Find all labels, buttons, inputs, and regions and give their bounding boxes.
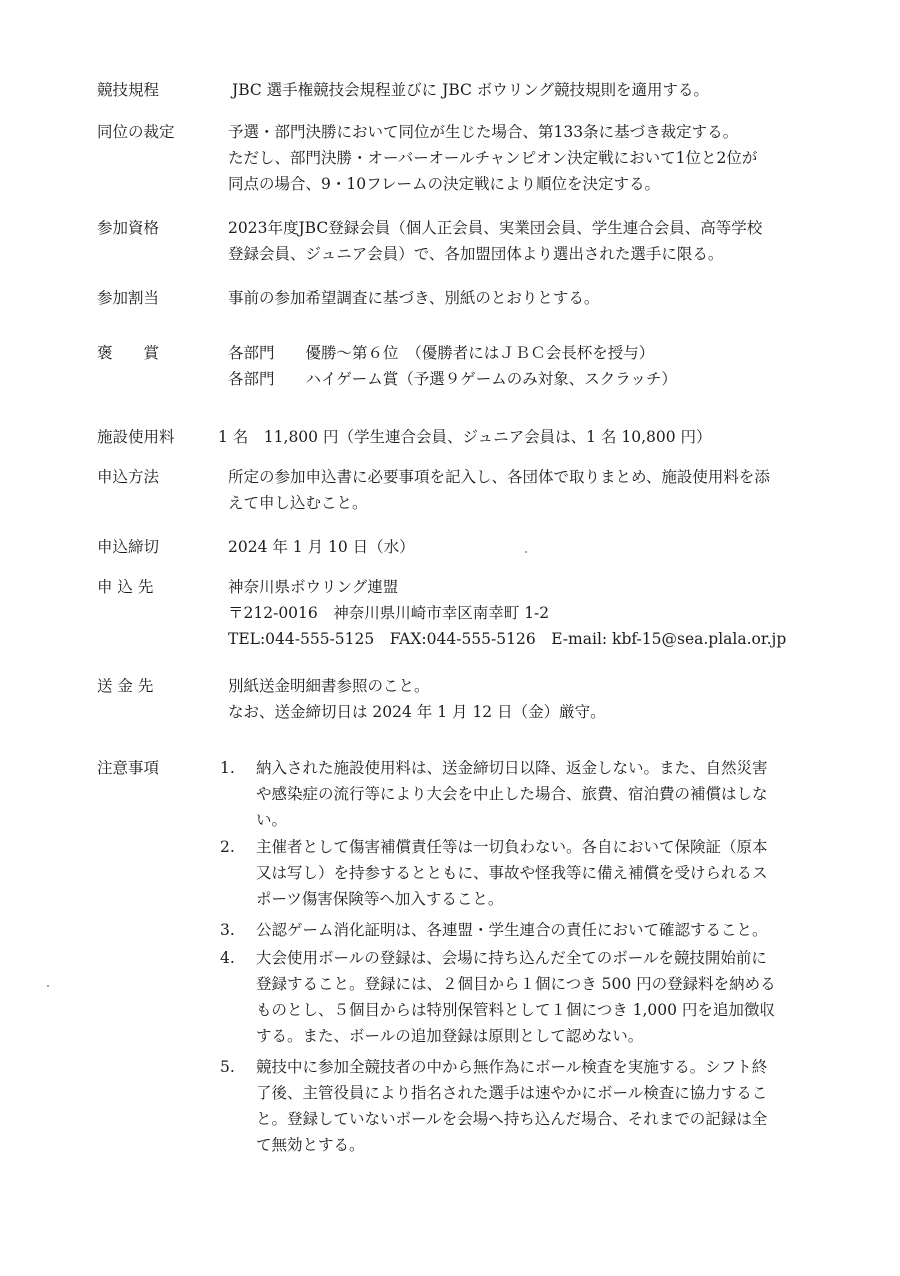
section-body-awards xyxy=(228,340,677,392)
text-line: 主催者として傷害補償責任等は一切負わない。各自において保険証（原本 xyxy=(256,838,768,856)
text-line: 競技中に参加全競技者の中から無作為にボール検査を実施する。シフト終 xyxy=(256,1058,768,1076)
text-line: 各部門 ハイゲーム賞（予選９ゲームのみ対象、スクラッチ） xyxy=(228,370,677,388)
text-line: えて申し込むこと。 xyxy=(228,494,368,512)
text-line: ものとし、５個目からは特別保管料として１個につき 1,000 円を追加徴収 xyxy=(256,1001,775,1019)
section-body-rules xyxy=(232,77,709,103)
section-label-deadline: 申込締切 xyxy=(97,538,160,556)
text-line: 登録会員、ジュニア会員）で、各加盟団体より選出された選手に限る。 xyxy=(228,245,724,263)
section-label-eligibility: 参加資格 xyxy=(97,219,160,237)
text-line: 2023年度JBC登録会員（個人正会員、実業団会員、学生連合会員、高等学校 xyxy=(228,219,763,237)
section-label-notes: 注意事項 xyxy=(97,759,160,777)
text-line: 事前の参加希望調査に基づき、別紙のとおりとする。 xyxy=(228,289,600,307)
text-line: 納入された施設使用料は、送金締切日以降、返金しない。また、自然災害 xyxy=(256,759,768,777)
note-number: 3. xyxy=(220,921,235,939)
section-label-remittance: 送 金 先 xyxy=(97,677,154,695)
note-item-2 xyxy=(256,834,768,912)
note-item-3 xyxy=(256,917,768,943)
text-line: する。また、ボールの追加登録は原則として認めない。 xyxy=(256,1027,644,1045)
text-line: なお、送金締切日は 2024 年 1 月 12 日（金）厳守。 xyxy=(228,703,606,721)
section-body-application-method xyxy=(228,464,770,516)
note-number: 1. xyxy=(220,759,235,777)
scan-speck xyxy=(47,985,49,987)
text-line: 又は写し）を持参するとともに、事故や怪我等に備え補償を受けられるス xyxy=(256,864,768,882)
note-number: 4. xyxy=(220,949,235,967)
text-line: と。登録していないボールを会場へ持ち込んだ場合、それまでの記録は全 xyxy=(256,1110,768,1128)
section-label-awards: 褒 賞 xyxy=(97,344,160,362)
text-line: て無効とする。 xyxy=(256,1136,365,1154)
text-line: 了後、主管役員により指名された選手は速やかにボール検査に協力するこ xyxy=(256,1084,768,1102)
section-label-rules: 競技規程 xyxy=(97,81,160,99)
note-number: 2. xyxy=(220,838,235,856)
text-line: い。 xyxy=(256,811,288,829)
note-item-5 xyxy=(256,1054,767,1158)
scan-speck xyxy=(525,551,527,553)
section-body-deadline xyxy=(228,534,415,560)
section-body-facility-fee xyxy=(218,424,712,450)
text-line: 公認ゲーム消化証明は、各連盟・学生連合の責任において確認すること。 xyxy=(256,921,768,939)
note-number: 5. xyxy=(220,1058,235,1076)
section-body-application-address xyxy=(228,574,786,652)
section-label-allocation: 参加割当 xyxy=(97,289,160,307)
text-line: 同点の場合、9・10フレームの決定戦により順位を決定する。 xyxy=(228,175,660,193)
text-line: ポーツ傷害保険等へ加入すること。 xyxy=(256,890,504,908)
text-line: 神奈川県ボウリング連盟 xyxy=(228,578,399,596)
text-line: JBC 選手権競技会規程並びに JBC ボウリング競技規則を適用する。 xyxy=(232,81,709,99)
text-line: 登録すること。登録には、２個目から１個につき 500 円の登録料を納める xyxy=(256,975,776,993)
text-line: 1 名 11,800 円（学生連合会員、ジュニア会員は、1 名 10,800 円） xyxy=(218,428,712,446)
section-body-eligibility xyxy=(228,215,762,267)
text-line: 別紙送金明細書参照のこと。 xyxy=(228,677,430,695)
section-body-tie-ruling xyxy=(228,119,757,197)
section-label-facility-fee: 施設使用料 xyxy=(97,428,175,446)
text-line: 予選・部門決勝において同位が生じた場合、第133条に基づき裁定する。 xyxy=(228,123,739,141)
text-line: 〒212-0016 神奈川県川崎市幸区南幸町 1-2 xyxy=(228,604,550,622)
text-line: TEL:044-555-5125 FAX:044-555-5126 E-mail: kbf-15@sea.plala.or.jp xyxy=(228,630,787,648)
note-item-1 xyxy=(256,755,768,833)
section-label-tie-ruling: 同位の裁定 xyxy=(97,123,175,141)
section-body-allocation xyxy=(228,285,599,311)
text-line: や感染症の流行等により大会を中止した場合、旅費、宿泊費の補償はしな xyxy=(256,785,768,803)
text-line: 所定の参加申込書に必要事項を記入し、各団体で取りまとめ、施設使用料を添 xyxy=(228,468,770,486)
text-line: 大会使用ボールの登録は、会場に持ち込んだ全てのボールを競技開始前に xyxy=(256,949,767,967)
note-item-4 xyxy=(256,945,776,1049)
text-line: 2024 年 1 月 10 日（水） xyxy=(228,538,415,556)
section-body-remittance xyxy=(228,673,606,725)
section-label-application-address: 申 込 先 xyxy=(97,578,154,596)
text-line: 各部門 優勝～第６位 （優勝者にはＪＢＣ会長杯を授与） xyxy=(228,344,655,362)
text-line: ただし、部門決勝・オーバーオールチャンピオン決定戦において1位と2位が xyxy=(228,149,758,167)
section-label-application-method: 申込方法 xyxy=(97,468,160,486)
